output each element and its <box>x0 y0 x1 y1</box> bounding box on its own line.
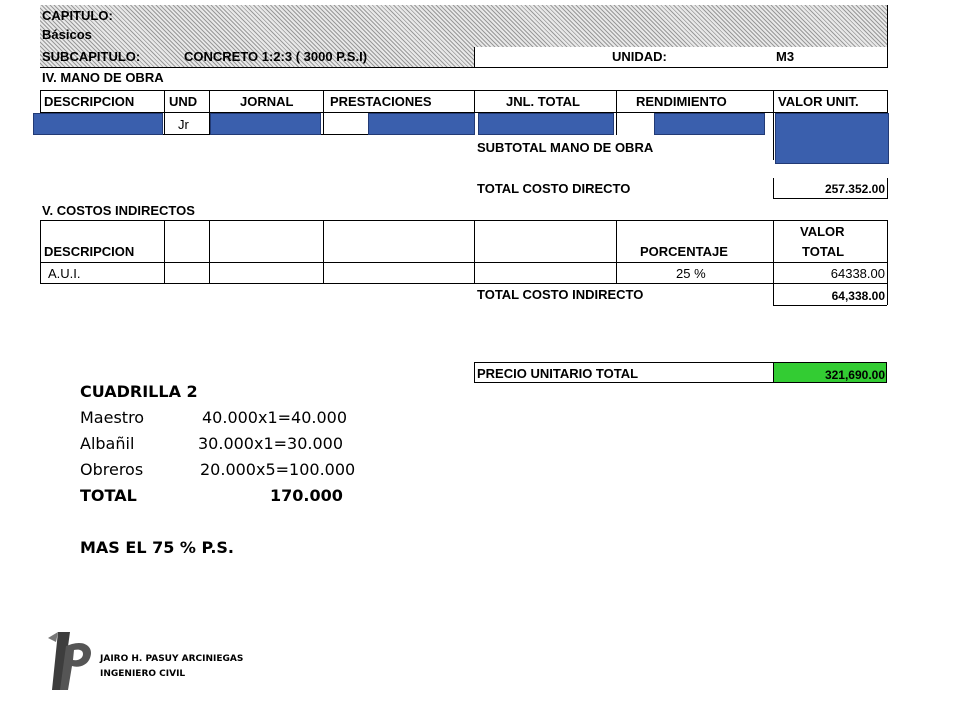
ind-col-descripcion: DESCRIPCION <box>44 244 135 259</box>
unidad-value: M3 <box>776 49 795 64</box>
col-jnl-total: JNL. TOTAL <box>506 94 580 109</box>
cuadrilla-calc-2: 30.000x1=30.000 <box>198 434 344 453</box>
col-prestaciones: PRESTACIONES <box>330 94 432 109</box>
redacted-total <box>478 113 614 135</box>
precio-unitario-label: PRECIO UNITARIO TOTAL <box>477 366 639 381</box>
redacted-jnl <box>368 113 475 135</box>
cuadrilla-total-label: TOTAL <box>80 486 137 505</box>
cuadrilla-name-2: Albañil <box>80 434 135 453</box>
col-descripcion: DESCRIPCION <box>44 94 135 109</box>
ind-col-valor: VALOR <box>800 224 845 239</box>
row-und: Jr <box>178 117 189 132</box>
redacted-descripcion <box>33 113 163 135</box>
subtotal-mano-obra-label: SUBTOTAL MANO DE OBRA <box>477 140 654 155</box>
jp-logo <box>46 630 96 692</box>
col-rendimiento: RENDIMIENTO <box>636 94 727 109</box>
cuadrilla-total-value: 170.000 <box>270 486 343 505</box>
col-valor-unit: VALOR UNIT. <box>778 94 859 109</box>
total-directo-label: TOTAL COSTO DIRECTO <box>477 181 631 196</box>
aui-valor: 64338.00 <box>830 266 885 281</box>
ind-col-porcentaje: PORCENTAJE <box>640 244 728 259</box>
total-directo-value: 257.352.00 <box>824 182 885 196</box>
subcapitulo-label: SUBCAPITULO: <box>42 49 141 64</box>
redacted-jornal <box>210 113 321 135</box>
signature-title: INGENIERO CIVIL <box>100 669 186 679</box>
total-indirecto-label: TOTAL COSTO INDIRECTO <box>477 287 644 302</box>
signature-name: JAIRO H. PASUY ARCINIEGAS <box>100 654 244 664</box>
cuadrilla-title: CUADRILLA 2 <box>80 382 198 401</box>
cuadrilla-calc-3: 20.000x5=100.000 <box>200 460 356 479</box>
mano-obra-title: IV. MANO DE OBRA <box>42 70 164 85</box>
capitulo-value: Básicos <box>42 27 92 42</box>
redacted-rendimiento <box>654 113 765 135</box>
aui-desc: A.U.I. <box>48 266 81 281</box>
col-jornal: JORNAL <box>240 94 294 109</box>
cuadrilla-note: MAS EL 75 % P.S. <box>80 538 234 557</box>
cuadrilla-name-3: Obreros <box>80 460 144 479</box>
indirectos-title: V. COSTOS INDIRECTOS <box>42 203 195 218</box>
ind-col-total: TOTAL <box>802 244 845 259</box>
col-und: UND <box>169 94 198 109</box>
capitulo-label: CAPITULO: <box>42 8 113 23</box>
unidad-label: UNIDAD: <box>612 49 667 64</box>
cuadrilla-name-1: Maestro <box>80 408 145 427</box>
precio-unitario-value: 321,690.00 <box>824 368 885 382</box>
aui-pct: 25 % <box>676 266 706 281</box>
cuadrilla-calc-1: 40.000x1=40.000 <box>202 408 348 427</box>
total-indirecto-value: 64,338.00 <box>831 289 885 303</box>
redacted-valor <box>775 113 889 164</box>
header-white-cell <box>474 47 887 68</box>
subcapitulo-value: CONCRETO 1:2:3 ( 3000 P.S.I) <box>184 49 368 64</box>
